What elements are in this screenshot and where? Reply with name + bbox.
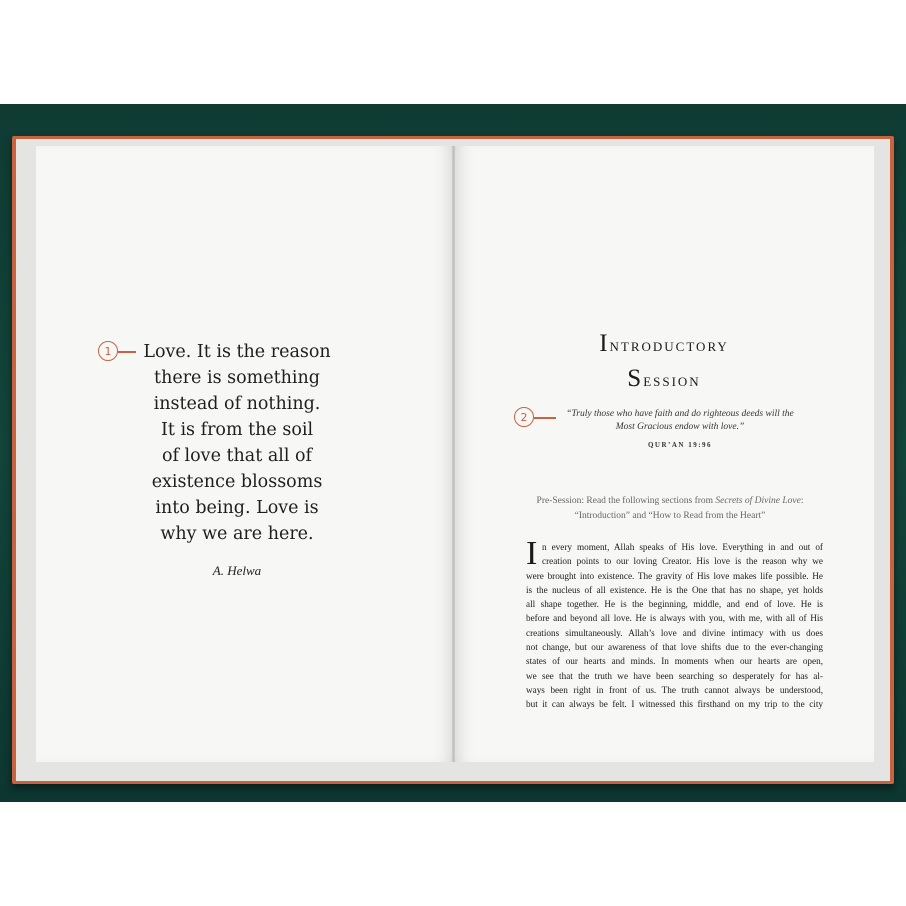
body-line: creation points to our loving Creator. His love is the reason why we [542,556,823,567]
body-line: not change, but our awareness of that love shifts due to the ever-changing [526,642,823,653]
quote-line: Love. It is the reason [143,342,331,362]
quote-block [128,339,346,547]
epigraph-line: “Truly those who have faith and do righteous deeds will the [566,409,794,419]
quote-line: instead of nothing. [153,394,321,414]
presession-line-1: Pre-Session: Read the following sections from Secrets of Divine Love: [536,496,804,506]
chapter-title-line-2: Session [627,365,701,392]
body-line: we see that the truth we have been searching so desperately for has al- [526,670,823,681]
body-line: creations simultaneously. Allah’s love and divine intimacy with us does [526,627,823,638]
quote-line: of love that all of [161,446,313,466]
body-line: states of our hearts and minds. In moments when our hearts are open, [526,656,823,667]
epigraph-line: Most Gracious endow with love.” [615,422,745,432]
quote-line: into being. Love is [155,498,319,518]
book-gutter [452,146,455,762]
epigraph-source: QUR’AN 19:96 [647,441,713,449]
body-line: before and beyond all love. He is always with you, with me, with all of His [526,613,823,624]
quote-line: why we are here. [160,524,314,544]
epigraph [540,408,820,434]
body-line: ways been right in front of us. The truth cannot always be understood, [526,684,823,695]
quote-author: A. Helwa [212,563,262,578]
presession-note [500,494,840,524]
annotation-marker-1: 1 [98,341,118,361]
chapter-title-line-1: Introductory [599,330,729,357]
presession-line-2: “Introduction” and “How to Read from the Heart” [574,511,766,521]
body-line: were brought into existence. The gravity of His love makes life possible. He [526,570,823,581]
body-line: all shape together. He is the beginning, middle, and end of love. He is [526,599,823,610]
quote-line: there is something [154,368,320,388]
quote-line: existence blossoms [151,472,323,492]
body-text [526,535,823,712]
body-line: but it can always be felt. I witnessed this firsthand on my trip to the city [526,699,823,710]
body-line: n every moment, Allah speaks of His love. Everything in and out of [542,542,823,552]
annotation-marker-2: 2 [514,407,534,427]
quote-line: It is from the soil [160,420,314,440]
drop-cap: I [526,535,538,572]
body-line: is the nucleus of all existence. He is the One that has no shape, yet holds [526,584,823,595]
